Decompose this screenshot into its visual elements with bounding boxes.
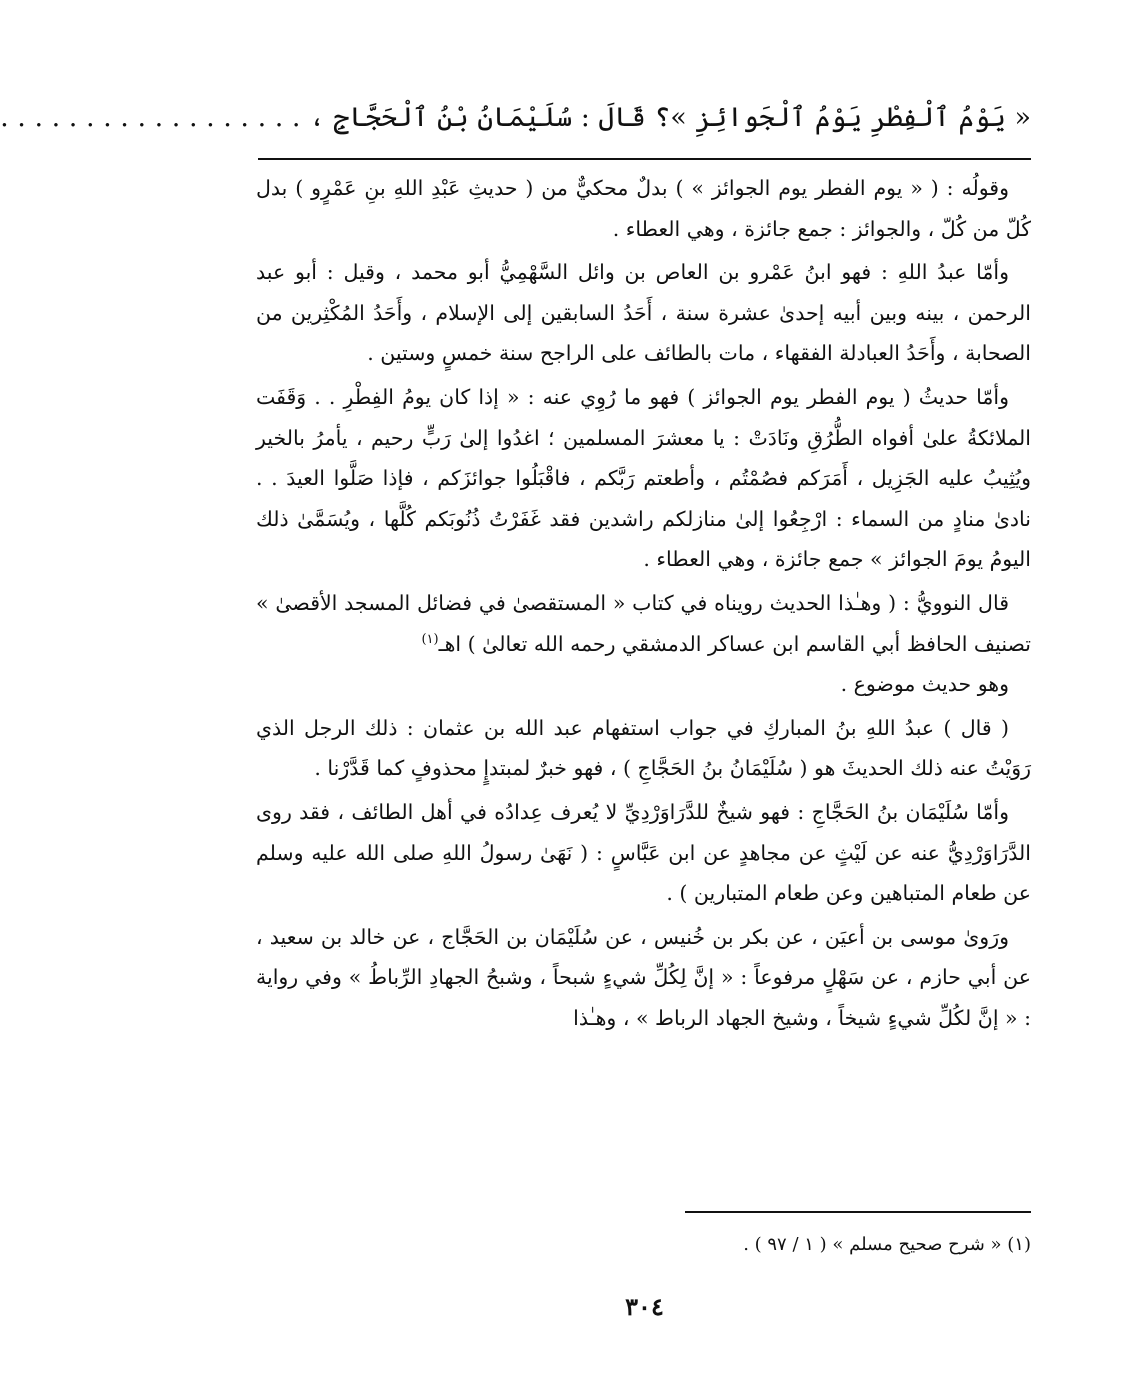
running-header: « يَوْمُ ٱلْفِطْرِ يَوْمُ ٱلْجَوائِزِ »؟ قَالَ : سُلَيْمَانُ بْنُ ٱلْحَجَّاجِ ، . . . . . . . . . . . . . . . . . .: [0, 102, 1031, 133]
paragraph: وأمّا حديثُ ( يوم الفطر يوم الجوائز ) فهو ما رُوِي عنه : « إذا كان يومُ الفِطْرِ . . وَقَفَت الملائكةُ علىٰ أفواه الطُّرُقِ ونَادَتْ : يا معشرَ المسلمين ؛ اغدُوا إلىٰ رَبٍّ رحيم ، يأمرُ بالخير ويُثِيبُ عليه الجَزِيل ، أَمَرَكم فصُمْتُم ، وأطعتم رَبَّكم ، فاقْبَلُوا جوائزَكم ، فإذا صَلَّوا العيدَ . . نادىٰ منادٍ من السماء : ارْجِعُوا إلىٰ منازلكم راشدين فقد غَفَرْتُ ذُنُوبَكم كُلَّها ، ويُسَمَّىٰ ذلك اليومُ يومَ الجوائز » جمع جائزة ، وهي العطاء .: [256, 384, 1031, 572]
paragraph: وهو حديث موضوع .: [840, 672, 1009, 697]
footnote-text: « شرح صحيح مسلم » ( ١ / ٩٧ ) .: [743, 1234, 1002, 1255]
paragraph: وقولُه : ( « يوم الفطر يوم الجوائز » ) بدلٌ محكيٌّ من ( حديثِ عَبْدِ اللهِ بنِ عَمْرٍو ) بدل كُلّ من كُلّ ، والجوائز : جمع جائزة ، وهي العطاء .: [256, 176, 1031, 241]
paragraph: [256, 583, 1031, 664]
header-divider: [258, 158, 1031, 160]
paragraph: وأمّا عبدُ اللهِ : فهو ابنُ عَمْرو بن العاص بن وائل السَّهْمِيُّ أبو محمد ، وقيل : أبو عبد الرحمن ، بينه وبين أبيه إحدىٰ عشرة سنة ، أَحَدُ السابقين إلى الإسلام ، وأَحَدُ المُكْثِرين من الصحابة ، وأَحَدُ العبادلة الفقهاء ، مات بالطائف على الراجح سنة خمسٍ وستين .: [256, 260, 1031, 366]
paragraph-text: قال النوويُّ : ( وهـٰذا الحديث رويناه في كتاب « المستقصىٰ في فضائل المسجد الأقصىٰ » تصنيف الحافظ أبي القاسم ابن عساكر الدمشقي رحمه الله تعالىٰ ) اهـ: [256, 590, 1031, 656]
paragraph: وأمّا سُلَيْمَان بنُ الحَجَّاجِ : فهو شيخٌ للدَّرَاوَرْدِيِّ لا يُعرف عِدادُه في أهل الطائف ، فقد روى الدَّرَاوَرْدِيُّ عنه عن لَيْثٍ عن مجاهدٍ عن ابن عَبَّاسٍ : ( نَهَىٰ رسولُ اللهِ صلى الله عليه وسلم عن طعام المتباهين وعن طعام المتبارين ) .: [256, 799, 1031, 906]
footnote: [256, 1230, 1031, 1260]
main-text: [256, 168, 1031, 1038]
footnote-marker[interactable]: (١): [421, 631, 439, 647]
paragraph: ( قال ) عبدُ اللهِ بنُ المباركِ في جواب استفهام عبد الله بن عثمان : ذلك الرجل الذي رَوَيْتُ عنه ذلك الحديثَ هو ( سُلَيْمَانُ بنُ الحَجَّاجِ ) ، فهو خبرٌ لمبتدإٍ محذوفٍ كما قَدَّرْنا .: [256, 715, 1031, 781]
footnote-divider: [685, 1211, 1031, 1213]
page-number: ٣٠٤: [625, 1292, 664, 1321]
footnote-number: (١): [1007, 1234, 1031, 1255]
paragraph: ورَوىٰ موسى بن أعيَن ، عن بكر بن خُنيس ، عن سُلَيْمَان بن الحَجَّاج ، عن خالد بن سعيد ، عن أبي حازم ، عن سَهْلٍ مرفوعاً : « إنَّ لِكُلِّ شيءٍ شبحاً ، وشبحُ الجهادِ الرِّباطُ » وفي رواية : « إنَّ لكُلِّ شيءٍ شيخاً ، وشيخ الجهاد الرباط » ، وهـٰذا: [256, 924, 1031, 1030]
